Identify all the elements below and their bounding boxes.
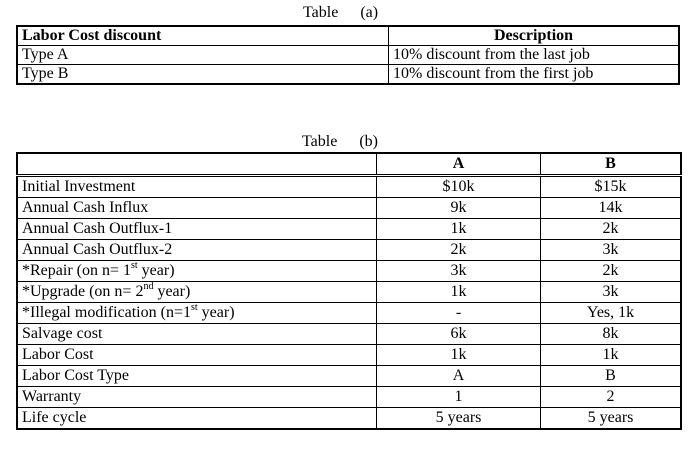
label-text: *Illegal modification (n=1 <box>22 304 191 321</box>
value-b: 1k <box>541 345 682 366</box>
label-text: year) <box>153 283 191 300</box>
table-row <box>17 324 681 345</box>
table-row <box>17 366 681 387</box>
row-label: Warranty <box>17 387 377 408</box>
value-b: Yes, 1k <box>541 303 682 324</box>
header-cell: Labor Cost discount <box>17 26 389 46</box>
value-b: $15k <box>541 176 682 198</box>
table-row <box>17 261 681 282</box>
label-text: year) <box>137 262 175 279</box>
value-a: 3k <box>377 261 541 282</box>
value-a: 1k <box>377 219 541 240</box>
labor-cost-discount-table <box>16 25 680 85</box>
header-cell: B <box>541 153 682 176</box>
ordinal-suffix: st <box>131 259 138 271</box>
value-b: 2 <box>541 387 682 408</box>
table-cell: Type B <box>17 65 389 85</box>
value-a: $10k <box>377 176 541 198</box>
table-b-caption-prefix: Table <box>302 133 338 150</box>
row-label: Labor Cost <box>17 345 377 366</box>
table-cell: 10% discount from the first job <box>389 65 680 85</box>
table-a-caption-suffix: (a) <box>360 4 379 21</box>
value-b: B <box>541 366 682 387</box>
row-label: Labor Cost Type <box>17 366 377 387</box>
value-a: A <box>377 366 541 387</box>
header-cell: Description <box>389 26 680 46</box>
value-a: 1k <box>377 282 541 303</box>
table-row <box>17 282 681 303</box>
table-row <box>17 345 681 366</box>
label-text: *Upgrade (on n= 2 <box>22 283 144 300</box>
value-b: 2k <box>541 219 682 240</box>
value-a: 1 <box>377 387 541 408</box>
value-b: 3k <box>541 282 682 303</box>
table-cell: Type A <box>17 46 389 65</box>
label-text: year) <box>197 304 235 321</box>
table-row <box>17 65 679 85</box>
value-a: 5 years <box>377 408 541 430</box>
table-row <box>17 408 681 430</box>
table-row <box>17 46 679 65</box>
header-cell <box>17 153 377 176</box>
table-b-caption <box>302 133 378 151</box>
value-a: 9k <box>377 198 541 219</box>
row-label: Annual Cash Outflux-1 <box>17 219 377 240</box>
table-header-row <box>17 153 681 176</box>
header-cell: A <box>377 153 541 176</box>
table-row <box>17 198 681 219</box>
value-a: 2k <box>377 240 541 261</box>
value-b: 2k <box>541 261 682 282</box>
value-a: 6k <box>377 324 541 345</box>
table-row <box>17 387 681 408</box>
value-b: 5 years <box>541 408 682 430</box>
cash-flow-comparison-table <box>16 152 682 430</box>
value-a: 1k <box>377 345 541 366</box>
row-label: Annual Cash Outflux-2 <box>17 240 377 261</box>
table-cell: 10% discount from the last job <box>389 46 680 65</box>
value-b: 14k <box>541 198 682 219</box>
row-label: Life cycle <box>17 408 377 430</box>
row-label: Annual Cash Influx <box>17 198 377 219</box>
table-row <box>17 176 681 198</box>
value-b: 8k <box>541 324 682 345</box>
table-row <box>17 303 681 324</box>
table-a-caption-prefix: Table <box>303 4 339 21</box>
table-header-row <box>17 26 679 46</box>
label-text: *Repair (on n= 1 <box>22 262 131 279</box>
row-label <box>17 303 377 324</box>
table-b-caption-suffix: (b) <box>359 133 378 150</box>
row-label: Initial Investment <box>17 176 377 198</box>
table-a-caption <box>303 4 378 22</box>
ordinal-suffix: st <box>190 301 198 313</box>
value-a: - <box>377 303 541 324</box>
value-b: 3k <box>541 240 682 261</box>
row-label: Salvage cost <box>17 324 377 345</box>
table-row <box>17 219 681 240</box>
row-label <box>17 261 377 282</box>
ordinal-suffix: nd <box>143 280 154 292</box>
row-label <box>17 282 377 303</box>
table-row <box>17 240 681 261</box>
